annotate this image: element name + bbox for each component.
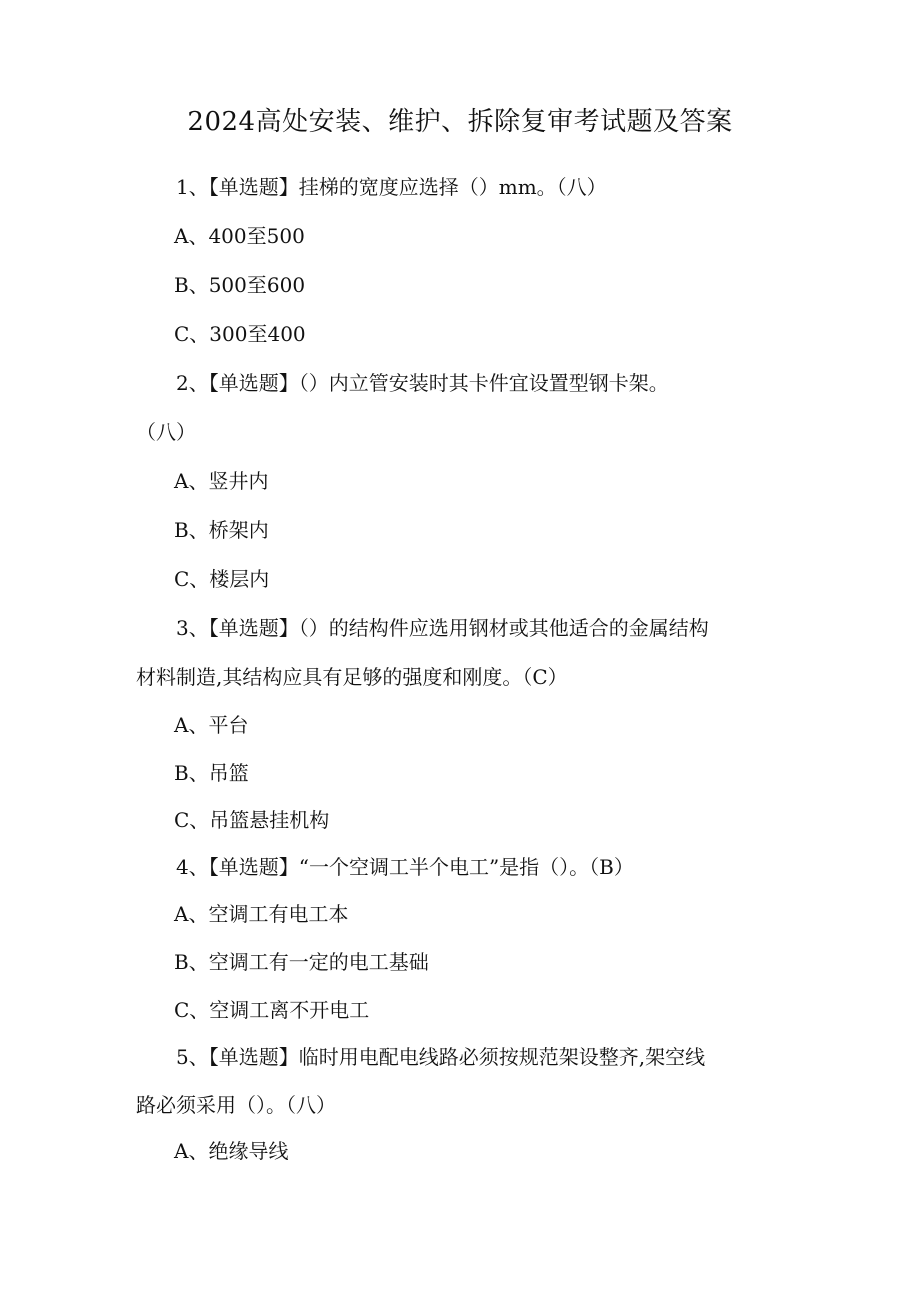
question-2-stem-line-1: 2、【单选题】（）内立管安装时其卡件宜设置型钢卡架。 [176,371,669,395]
question-5-option-a: A、绝缘导线 [174,1139,289,1163]
question-3-option-a: A、平台 [174,713,249,737]
question-2-option-a: A、竖井内 [174,469,269,493]
question-4-option-c: C、空调工离不开电工 [174,998,370,1022]
question-2-option-c: C、楼层内 [174,567,270,591]
question-1-option-a: A、400至500 [174,224,305,248]
question-3-option-c: C、吊篮悬挂机构 [174,808,330,832]
question-1-option-c: C、300至400 [174,322,306,346]
question-5-stem-line-2: 路必须采用（）。（八） [136,1093,336,1117]
question-1-stem: 1、【单选题】挂梯的宽度应选择（）mm。（八） [176,175,607,199]
question-3-option-b: B、吊篮 [174,761,249,785]
question-1-option-b: B、500至600 [174,273,306,297]
question-3-stem-line-1: 3、【单选题】（）的结构件应选用钢材或其他适合的金属结构 [176,616,709,640]
question-3-stem-line-2: 材料制造,其结构应具有足够的强度和刚度。（C） [136,665,568,689]
question-2-option-b: B、桥架内 [174,518,269,542]
question-2-stem-line-2: （八） [136,420,196,444]
question-4-option-b: B、空调工有一定的电工基础 [174,950,429,974]
question-4-stem: 4、【单选题】“一个空调工半个电工”是指（）。（B） [176,855,634,879]
page-title: 2024高处安装、维护、拆除复审考试题及答案 [187,107,733,137]
question-4-option-a: A、空调工有电工本 [174,902,349,926]
question-5-stem-line-1: 5、【单选题】临时用电配电线路必须按规范架设整齐,架空线 [176,1045,706,1069]
